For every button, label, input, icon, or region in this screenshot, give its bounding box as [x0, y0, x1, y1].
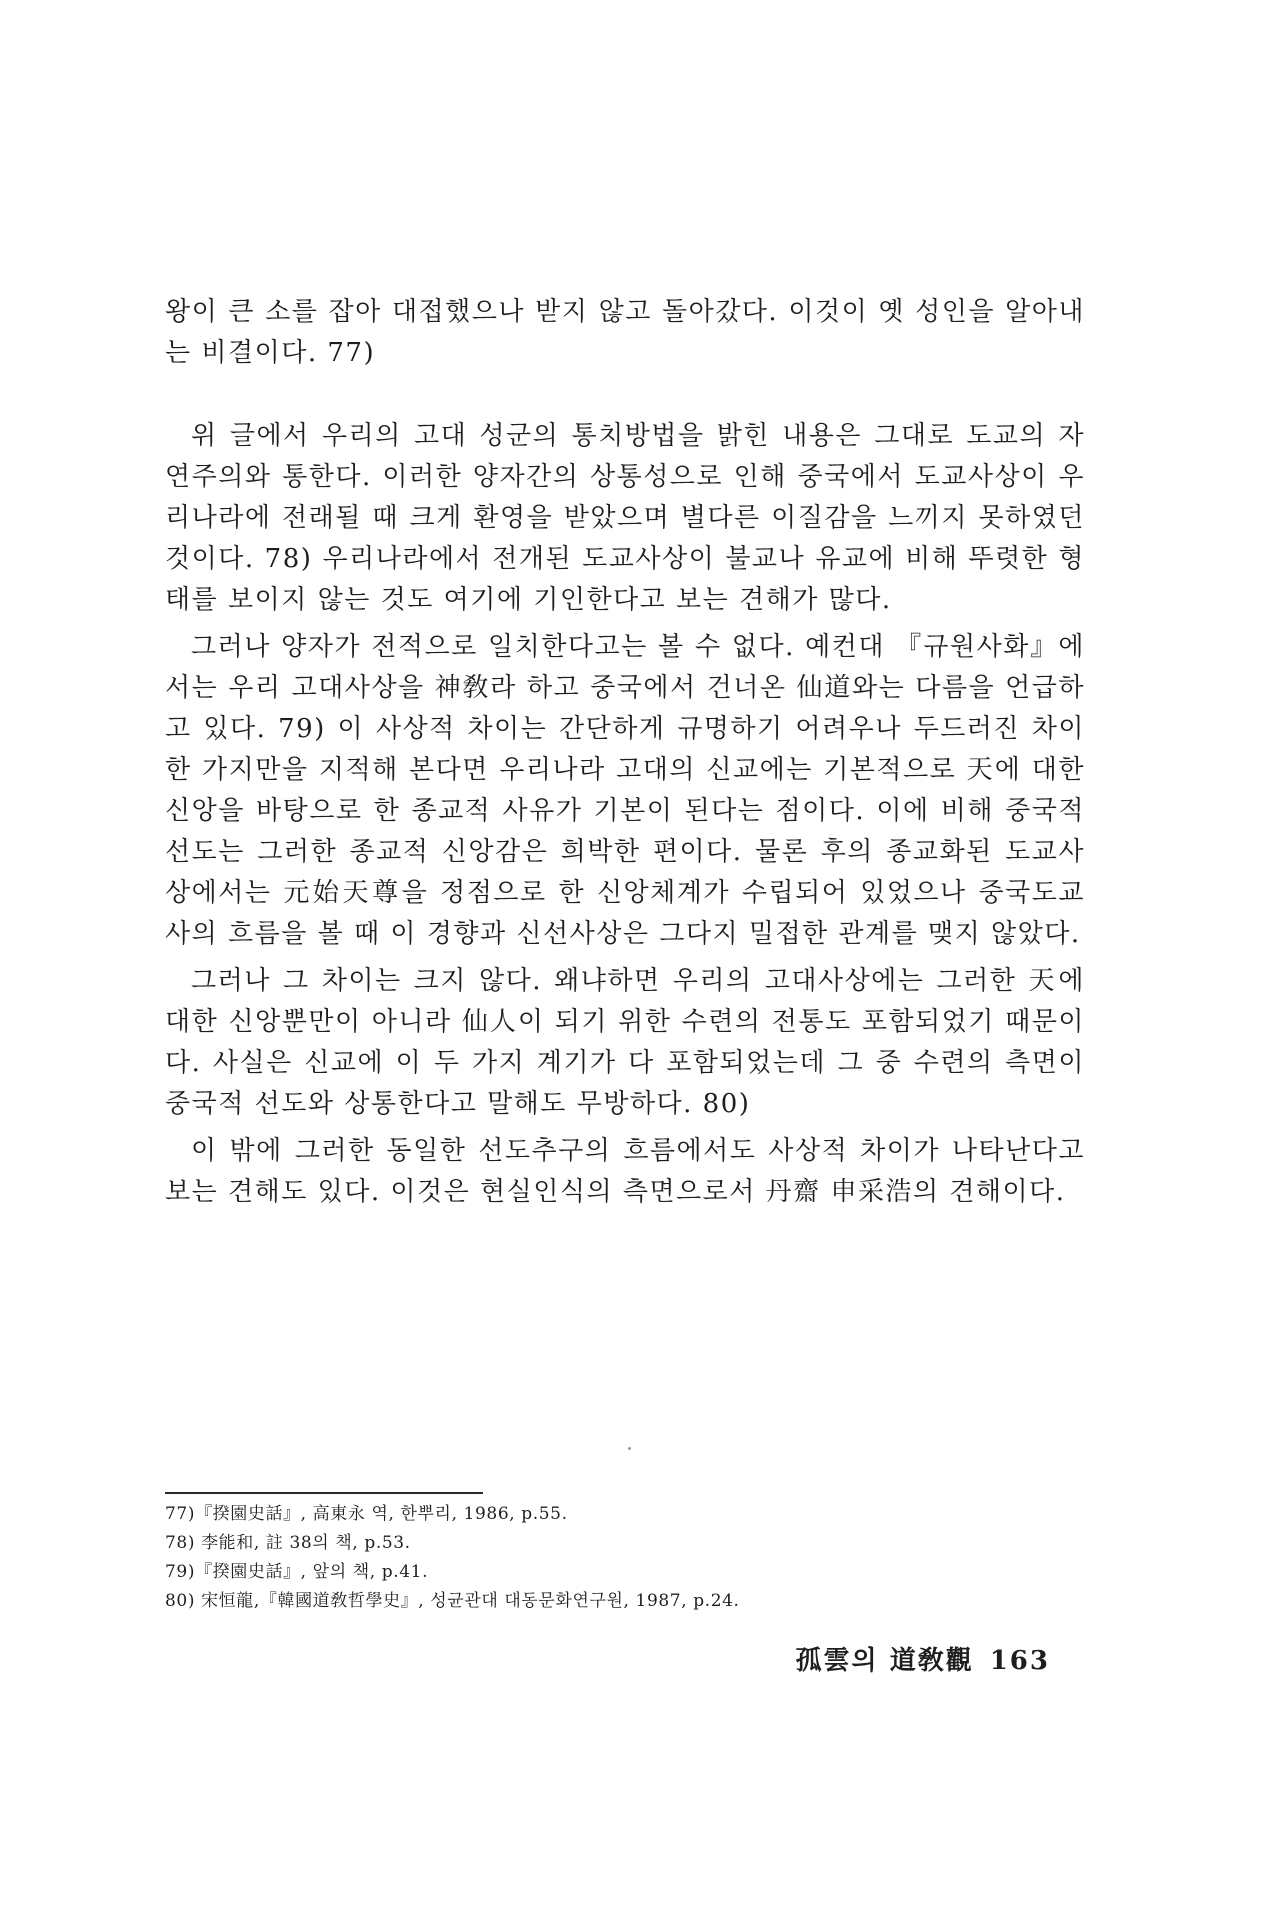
footnotes [165, 1500, 1085, 1616]
paragraph-continuation: 왕이 큰 소를 잡아 대접했으나 받지 않고 돌아갔다. 이것이 옛 성인을 알아내는 비결이다. 77) [165, 297, 1085, 368]
paragraph-1: 위 글에서 우리의 고대 성군의 통치방법을 밝힌 내용은 그대로 도교의 자연주의와 통한다. 이러한 양자간의 상통성으로 인해 중국에서 도교사상이 우리나라에 전래될 때 크게 환영을 받았으며 별다른 이질감을 느끼지 못하였던 것이다. 78) 우리나라에서 전개된 도교사상이 불교나 유교에 비해 뚜렷한 형태를 보이지 않는 것도 여기에 기인한다고 보는 견해가 많다. [165, 421, 1085, 615]
running-footer [796, 1640, 1050, 1677]
paragraph-3: 그러나 그 차이는 크지 않다. 왜냐하면 우리의 고대사상에는 그러한 天에 대한 신앙뿐만이 아니라 仙人이 되기 위한 수련의 전통도 포함되었기 때문이다. 사실은 신교에 이 두 가지 계기가 다 포함되었는데 그 중 수련의 측면이 중국적 선도와 상통한다고 말해도 무방하다. 80) [165, 966, 1085, 1119]
body-text [165, 292, 1085, 1219]
footnote-78: 78) 李能和, 註 38의 책, p.53. [165, 1533, 411, 1553]
footnote-77: 77)『揆園史話』, 高東永 역, 한뿌리, 1986, p.55. [165, 1504, 568, 1524]
footnote-80: 80) 宋恒龍,『韓國道敎哲學史』, 성균관대 대동문화연구원, 1987, p.24. [165, 1591, 740, 1611]
footnote-79: 79)『揆園史話』, 앞의 책, p.41. [165, 1562, 429, 1582]
paragraph-4: 이 밖에 그러한 동일한 선도추구의 흐름에서도 사상적 차이가 나타난다고 보는 견해도 있다. 이것은 현실인식의 측면으로서 丹齋 申采浩의 견해이다. [165, 1136, 1085, 1207]
print-speck [628, 1447, 631, 1450]
footnote-divider [165, 1492, 483, 1494]
page-number: 163 [989, 1646, 1050, 1676]
paragraph-2: 그러나 양자가 전적으로 일치한다고는 볼 수 없다. 예컨대 『규원사화』에서는 우리 고대사상을 神敎라 하고 중국에서 건너온 仙道와는 다름을 언급하고 있다. 79) 이 사상적 차이는 간단하게 규명하기 어려우나 두드러진 차이 한 가지만을 지적해 본다면 우리나라 고대의 신교에는 기본적으로 天에 대한 신앙을 바탕으로 한 종교적 사유가 기본이 된다는 점이다. 이에 비해 중국적 선도는 그러한 종교적 신앙감은 희박한 편이다. 물론 후의 종교화된 도교사상에서는 元始天尊을 정점으로 한 신앙체계가 수립되어 있었으나 중국도교사의 흐름을 볼 때 이 경향과 신선사상은 그다지 밀접한 관계를 맺지 않았다. [165, 632, 1085, 949]
running-footer-title: 孤雲의 道敎觀 [795, 1646, 974, 1676]
